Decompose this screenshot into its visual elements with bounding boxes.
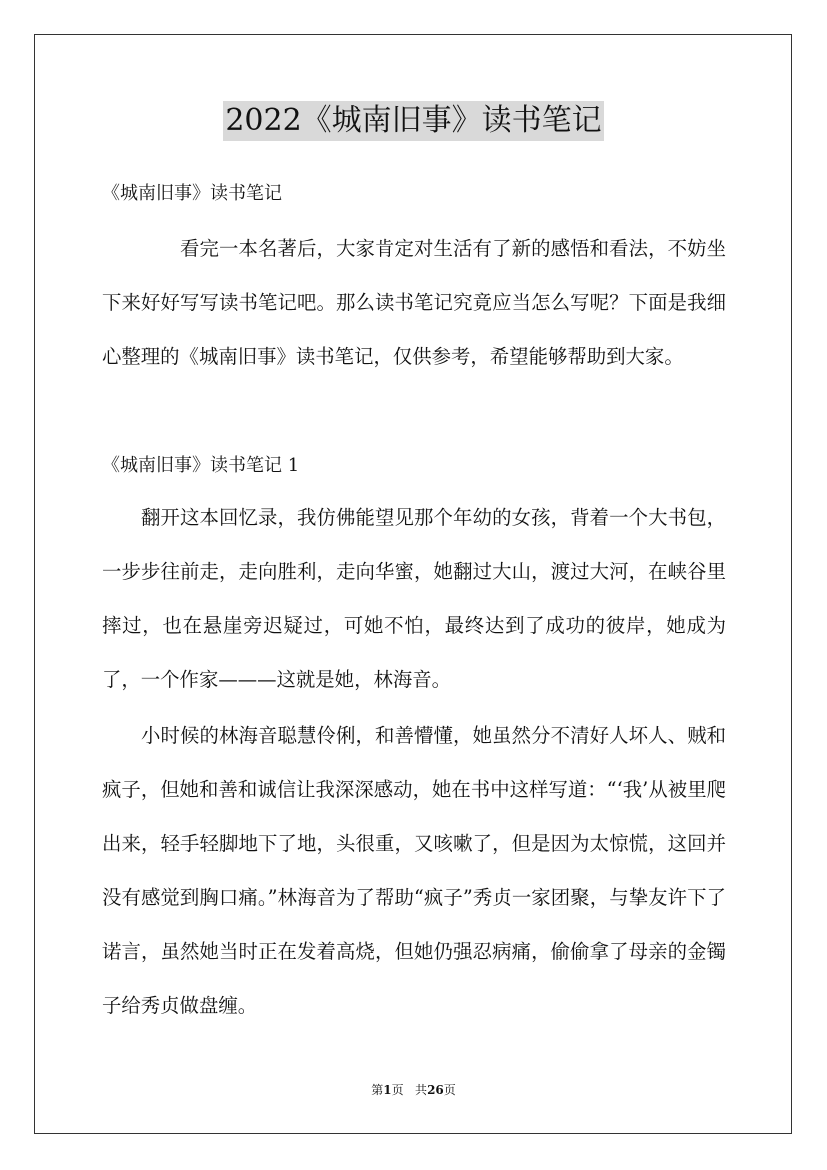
body-paragraph-1: 翻开这本回忆录，我仿佛能望见那个年幼的女孩，背着一个大书包，一步步往前走，走向胜利，走向华蜜，她翻过大山，渡过大河，在峡谷里摔过，也在悬崖旁迟疑过，可她不怕，最终达到了成功的彼岸，她成为了，一个作家———这就是她，林海音。 (102, 506, 726, 691)
page-suffix: 页 (391, 1083, 404, 1097)
total-pages: 26 (427, 1083, 444, 1097)
page-footer (0, 1082, 827, 1098)
document-title: 2022《城南旧事》读书笔记 (223, 101, 603, 141)
title-container (0, 101, 827, 141)
page-number: 1 (383, 1083, 392, 1097)
total-suffix: 页 (443, 1083, 456, 1097)
page-prefix: 第 (371, 1083, 384, 1097)
section-heading: 《城南旧事》读书笔记 (102, 183, 282, 204)
intro-paragraph: 看完一本名著后，大家肯定对生活有了新的感悟和看法，不妨坐下来好好写写读书笔记吧。那么读书笔记究竟应当怎么写呢？下面是我细心整理的《城南旧事》读书笔记，仅供参考，希望能够帮助到大家。 (102, 237, 726, 368)
body-paragraph-2: 小时候的林海音聪慧伶俐，和善懵懂，她虽然分不清好人坏人、贼和疯子，但她和善和诚信让我深深感动，她在书中这样写道：“‘我’从被里爬出来，轻手轻脚地下了地，头很重，又咳嗽了，但是因为太惊慌，这回并没有感觉到胸口痛。”林海音为了帮助“疯子”秀贞一家团聚，与挚友许下了诺言，虽然她当时正在发着高烧，但她仍强忍病痛，偷偷拿了母亲的金镯子给秀贞做盘缠。 (102, 724, 726, 1017)
total-prefix: 共 (415, 1083, 428, 1097)
section-heading-1: 《城南旧事》读书笔记 1 (102, 455, 300, 476)
